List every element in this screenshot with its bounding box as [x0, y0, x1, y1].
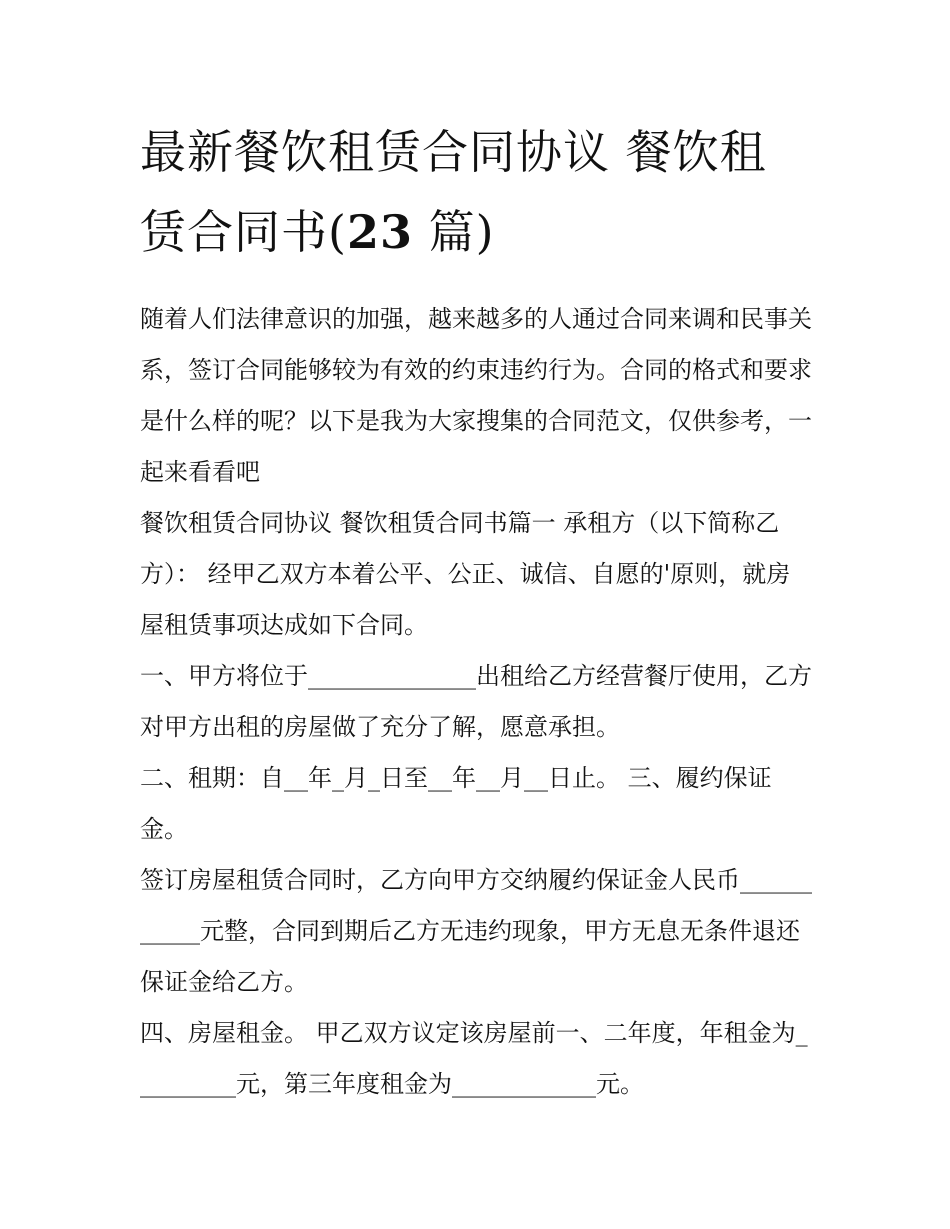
title-count: 23: [346, 205, 413, 259]
paragraph-clause-2: 二、租期：自__年_月_日至__年__月__日止。 三、履约保证金。: [140, 764, 772, 843]
document-page: [140, 112, 812, 1110]
document-title: [140, 112, 812, 272]
paragraph-parties: 餐饮租赁合同协议 餐饮租赁合同书篇一 承租方（以下简称乙方）： 经甲乙双方本着公平、公正、诚信、自愿的'原则，就房屋租赁事项达成如下合同。: [140, 509, 791, 639]
paragraph-clause-1: 一、甲方将位于______________出租给乙方经营餐厅使用，乙方对甲方出租的房屋做了充分了解，愿意承担。: [140, 662, 812, 741]
paragraph-intro: 随着人们法律意识的加强，越来越多的人通过合同来调和民事关系，签订合同能够较为有效的约束违约行为。合同的格式和要求是什么样的呢？以下是我为大家搜集的合同范文，仅供参考，一起来看看吧: [140, 305, 812, 486]
paragraph-clause-4: 四、房屋租金。 甲乙双方议定该房屋前一、二年度，年租金为_________元，第三年度租金为____________元。: [140, 1019, 808, 1098]
document-body: [140, 294, 812, 1110]
title-text: 最新餐饮租赁合同协议 餐饮租赁合同书(: [140, 125, 767, 259]
title-suffix: 篇): [412, 205, 495, 259]
paragraph-deposit: 签订房屋租赁合同时，乙方向甲方交纳履约保证金人民币___________元整，合同到期后乙方无违约现象，甲方无息无条件退还保证金给乙方。: [140, 866, 812, 996]
